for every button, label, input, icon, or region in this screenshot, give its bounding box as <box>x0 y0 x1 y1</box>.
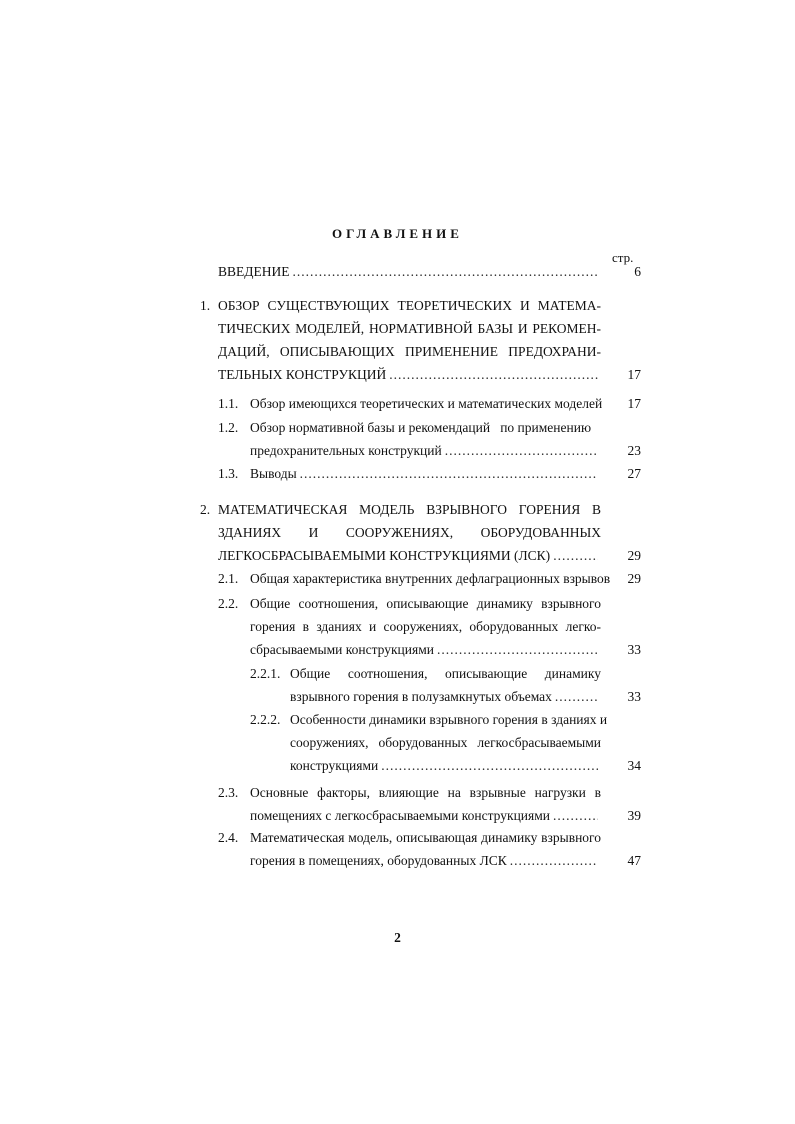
chapter-title-line: МАТЕМАТИЧЕСКАЯ МОДЕЛЬ ВЗРЫВНОГО ГОРЕНИЯ В <box>218 502 601 517</box>
section-number: 2.1. <box>218 571 239 586</box>
page-ref: 29 <box>627 571 641 586</box>
subsection-title-line: взрывного горения в полузамкнутых объемах <box>290 689 552 704</box>
page-ref: 39 <box>627 808 641 823</box>
chapter-title-line: ДАЦИЙ, ОПИСЫВАЮЩИХ ПРИМЕНЕНИЕ ПРЕДОХРАНИ- <box>218 344 601 359</box>
section-title-line: горения в зданиях и сооружениях, оборудованных легко- <box>250 619 601 634</box>
page-ref: 34 <box>627 758 641 773</box>
page-column-label: стр. <box>612 250 634 265</box>
page-ref: 29 <box>627 548 641 563</box>
section-number: 2.4. <box>218 830 239 845</box>
chapter-title-line: ЛЕГКОСБРАСЫВАЕМЫМИ КОНСТРУКЦИЯМИ (ЛСК) <box>218 548 551 563</box>
page-ref: 23 <box>627 443 641 458</box>
intro-label: ВВЕДЕНИЕ <box>218 264 290 279</box>
section-title-line: Обзор нормативной базы и рекомендаций по применению <box>250 420 592 435</box>
section-title-line: Выводы <box>250 466 297 481</box>
subsection-title-line: Особенности динамики взрывного горения в зданиях и <box>290 712 608 727</box>
subsection-title-line: сооружениях, оборудованных легкосбрасываемыми <box>290 735 601 750</box>
chapter-number: 1. <box>200 298 211 313</box>
chapter-title-line: ТИЧЕСКИХ МОДЕЛЕЙ, НОРМАТИВНОЙ БАЗЫ И РЕКОМЕН- <box>218 321 601 336</box>
section-number: 1.1. <box>218 396 239 411</box>
section-title-line: Математическая модель, описывающая динамику взрывного <box>250 830 601 845</box>
subsection-title-line: конструкциями <box>290 758 379 773</box>
subsection-number: 2.2.2. <box>250 712 281 727</box>
chapter-title-line: ЗДАНИЯХ И СООРУЖЕНИЯХ, ОБОРУДОВАННЫХ <box>218 525 601 540</box>
toc-title: ОГЛАВЛЕНИЕ <box>332 226 463 241</box>
page-ref: 33 <box>627 689 641 704</box>
section-title-line: Общая характеристика внутренних дефлаграционных взрывов <box>250 571 611 586</box>
chapter-title-line: ТЕЛЬНЫХ КОНСТРУКЦИЙ <box>218 367 387 382</box>
page-number: 2 <box>394 930 401 945</box>
page-ref: 17 <box>627 396 641 411</box>
subsection-title-line: Общие соотношения, описывающие динамику <box>290 666 601 681</box>
chapter-number: 2. <box>200 502 211 517</box>
chapter-title-line: ОБЗОР СУЩЕСТВУЮЩИХ ТЕОРЕТИЧЕСКИХ И МАТЕМА- <box>218 298 601 313</box>
section-number: 2.3. <box>218 785 239 800</box>
section-title-line: Обзор имеющихся теоретических и математических моделей <box>250 396 603 411</box>
section-title-line: помещениях с легкосбрасываемыми конструкциями <box>250 808 550 823</box>
section-number: 1.2. <box>218 420 239 435</box>
section-number: 1.3. <box>218 466 239 481</box>
section-title-line: горения в помещениях, оборудованных ЛСК <box>250 853 507 868</box>
section-number: 2.2. <box>218 596 239 611</box>
section-title-line: Основные факторы, влияющие на взрывные нагрузки в <box>250 785 601 800</box>
section-title-line: сбрасываемыми конструкциями <box>250 642 434 657</box>
page-ref: 27 <box>627 466 641 481</box>
page-ref: 6 <box>634 264 641 279</box>
subsection-number: 2.2.1. <box>250 666 281 681</box>
page-ref: 47 <box>627 853 641 868</box>
page-ref: 33 <box>627 642 641 657</box>
section-title-line: Общие соотношения, описывающие динамику взрывного <box>250 596 601 611</box>
page-ref: 17 <box>627 367 641 382</box>
section-title-line: предохранительных конструкций <box>250 443 442 458</box>
